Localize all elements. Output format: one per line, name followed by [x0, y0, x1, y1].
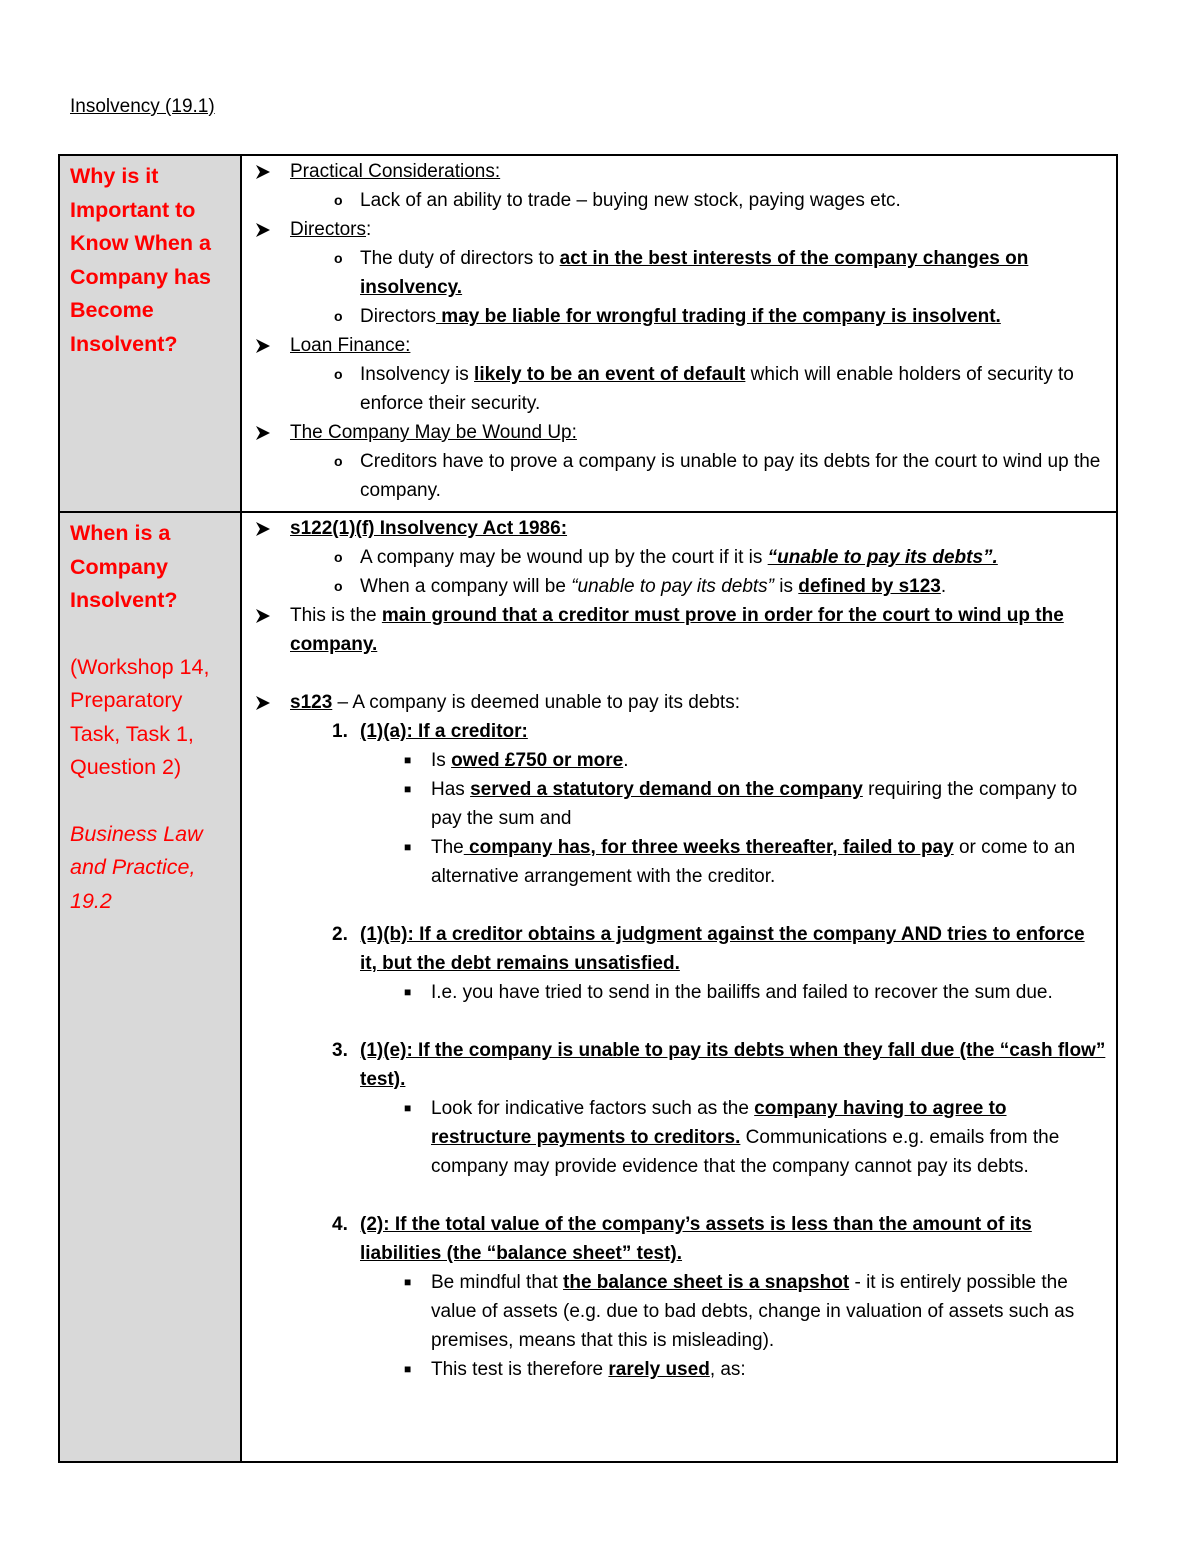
item-emphasis: company has, for three weeks thereafter, failed to pay — [463, 837, 954, 858]
list-item — [252, 1355, 1106, 1384]
square-bullet-icon: ■ — [404, 1362, 412, 1376]
list-item — [252, 688, 1106, 717]
row-heading: When is a Company Insolvent? — [70, 521, 178, 612]
item-emphasis: main ground that a creditor must prove in order for the court to wind up the company. — [290, 605, 1064, 655]
notes-table — [58, 154, 1118, 1463]
row-heading: Why is it Important to Know When a Company has Become Insolvent? — [70, 164, 211, 356]
list-item — [252, 775, 1106, 833]
item-text: Insolvency is — [360, 364, 475, 385]
arrow-bullet-icon — [254, 215, 276, 244]
arrow-bullet-icon — [254, 418, 276, 447]
item-number: 4. — [332, 1214, 348, 1235]
item-text: – A company is deemed unable to pay its debts: — [332, 692, 740, 713]
item-text: Look for indicative factors such as the — [431, 1098, 755, 1119]
item-emphasis: defined by s123 — [798, 576, 941, 597]
square-bullet-icon: ■ — [404, 782, 412, 796]
item-text: Directors — [360, 306, 437, 327]
row-heading-cell — [59, 512, 241, 1462]
item-text: Is — [431, 750, 452, 771]
item-emphasis: act in the best interests of the company changes on insolvency. — [360, 248, 1029, 298]
document-title: Insolvency (19.1) — [70, 96, 215, 117]
item-label: The Company May be Wound Up: — [290, 422, 577, 443]
table-row — [59, 155, 1117, 512]
item-text: Creditors have to prove a company is unable to pay its debts for the court to wind up the company. — [360, 451, 1101, 501]
item-label: Loan Finance: — [290, 335, 411, 356]
list-item — [252, 447, 1106, 505]
list-item — [252, 186, 1106, 215]
item-label: Practical Considerations: — [290, 161, 501, 182]
list-item — [252, 418, 1106, 447]
list-item — [252, 1094, 1106, 1181]
item-text: A company may be wound up by the court if it is — [360, 547, 768, 568]
item-text: Be mindful that — [431, 1272, 564, 1293]
list-item — [252, 302, 1106, 331]
hollow-circle-bullet-icon: o — [334, 549, 343, 565]
arrow-bullet-icon — [254, 157, 276, 186]
item-number: 1. — [332, 721, 348, 742]
item-text: Lack of an ability to trade – buying new stock, paying wages etc. — [360, 190, 901, 211]
hollow-circle-bullet-icon: o — [334, 366, 343, 382]
list-item — [252, 572, 1106, 601]
list-item — [252, 331, 1106, 360]
table-row — [59, 512, 1117, 1462]
list-item — [252, 215, 1106, 244]
item-label: Directors — [290, 219, 367, 240]
hollow-circle-bullet-icon: o — [334, 308, 343, 324]
list-item — [252, 746, 1106, 775]
numbered-item — [252, 1210, 1106, 1268]
item-text: or come to an alternative arrangement with the creditor. — [431, 837, 1076, 887]
list-item — [252, 601, 1106, 659]
item-text: . — [623, 750, 629, 771]
hollow-circle-bullet-icon: o — [334, 250, 343, 266]
list-item — [252, 514, 1106, 543]
item-text: : — [366, 219, 372, 240]
item-text: which will enable holders of security to enforce their security. — [360, 364, 1074, 414]
row-content-cell — [241, 155, 1117, 512]
list-item — [252, 244, 1106, 302]
item-label: s123 — [290, 692, 333, 713]
row-heading-cell — [59, 155, 241, 512]
list-item — [252, 360, 1106, 418]
workshop-reference: (Workshop 14, Preparatory Task, Task 1, Question 2) — [70, 654, 210, 779]
item-emphasis: likely to be an event of default — [474, 364, 746, 385]
square-bullet-icon: ■ — [404, 840, 412, 854]
item-text: This is the — [290, 605, 382, 626]
item-emphasis: “unable to pay its debts”. — [767, 547, 998, 568]
item-number: 3. — [332, 1040, 348, 1061]
item-emphasis: owed £750 or more — [451, 750, 624, 771]
item-emphasis: may be liable for wrongful trading if the company is insolvent. — [436, 306, 1001, 327]
test-title: (1)(a): If a creditor: — [360, 721, 528, 742]
list-item — [252, 157, 1106, 186]
item-text: The duty of directors to — [360, 248, 560, 269]
item-label: s122(1)(f) Insolvency Act 1986: — [290, 518, 568, 539]
item-text: When a company will be — [360, 576, 572, 597]
textbook-reference: Business Law and Practice, 19.2 — [70, 821, 203, 913]
item-text: Has — [431, 779, 471, 800]
test-title: (1)(e): If the company is unable to pay its debts when they fall due (the “cash flow” test). — [360, 1040, 1106, 1090]
test-title: (1)(b): If a creditor obtains a judgment against the company AND tries to enforce it, but the debt remains unsatisfied. — [360, 924, 1085, 974]
item-text: This test is therefore — [431, 1359, 609, 1380]
arrow-bullet-icon — [254, 514, 276, 543]
item-quote: “unable to pay its debts” — [571, 576, 775, 597]
item-number: 2. — [332, 924, 348, 945]
test-title: (2): If the total value of the company’s assets is less than the amount of its liabilities (the “balance sheet” test). — [360, 1214, 1032, 1264]
list-item — [252, 1268, 1106, 1355]
item-text: Communications e.g. emails from the company may provide evidence that the company cannot pay its debts. — [431, 1127, 1060, 1177]
arrow-bullet-icon — [254, 331, 276, 360]
item-emphasis: rarely used — [608, 1359, 710, 1380]
hollow-circle-bullet-icon: o — [334, 453, 343, 469]
item-emphasis: company having to agree to restructure payments to creditors. — [431, 1098, 1007, 1148]
item-text: The — [431, 837, 464, 858]
item-text: , as: — [709, 1359, 746, 1380]
item-text: - it is entirely possible the value of assets (e.g. due to bad debts, change in valuation of assets such as premises, means that this is misleading). — [431, 1272, 1075, 1351]
list-item — [252, 978, 1106, 1007]
item-emphasis: served a statutory demand on the company — [470, 779, 863, 800]
numbered-item — [252, 1036, 1106, 1094]
numbered-item — [252, 717, 1106, 746]
item-emphasis: the balance sheet is a snapshot — [563, 1272, 850, 1293]
numbered-item — [252, 920, 1106, 978]
square-bullet-icon: ■ — [404, 1101, 412, 1115]
list-item — [252, 833, 1106, 891]
arrow-bullet-icon — [254, 601, 276, 630]
item-text: is — [774, 576, 799, 597]
item-text: requiring the company to pay the sum and — [431, 779, 1078, 829]
list-item — [252, 543, 1106, 572]
square-bullet-icon: ■ — [404, 985, 412, 999]
row-content-cell — [241, 512, 1117, 1462]
square-bullet-icon: ■ — [404, 1275, 412, 1289]
arrow-bullet-icon — [254, 688, 276, 717]
hollow-circle-bullet-icon: o — [334, 578, 343, 594]
hollow-circle-bullet-icon: o — [334, 192, 343, 208]
item-text: . — [940, 576, 947, 597]
item-text: I.e. you have tried to send in the bailiffs and failed to recover the sum due. — [431, 982, 1053, 1003]
square-bullet-icon: ■ — [404, 753, 412, 767]
